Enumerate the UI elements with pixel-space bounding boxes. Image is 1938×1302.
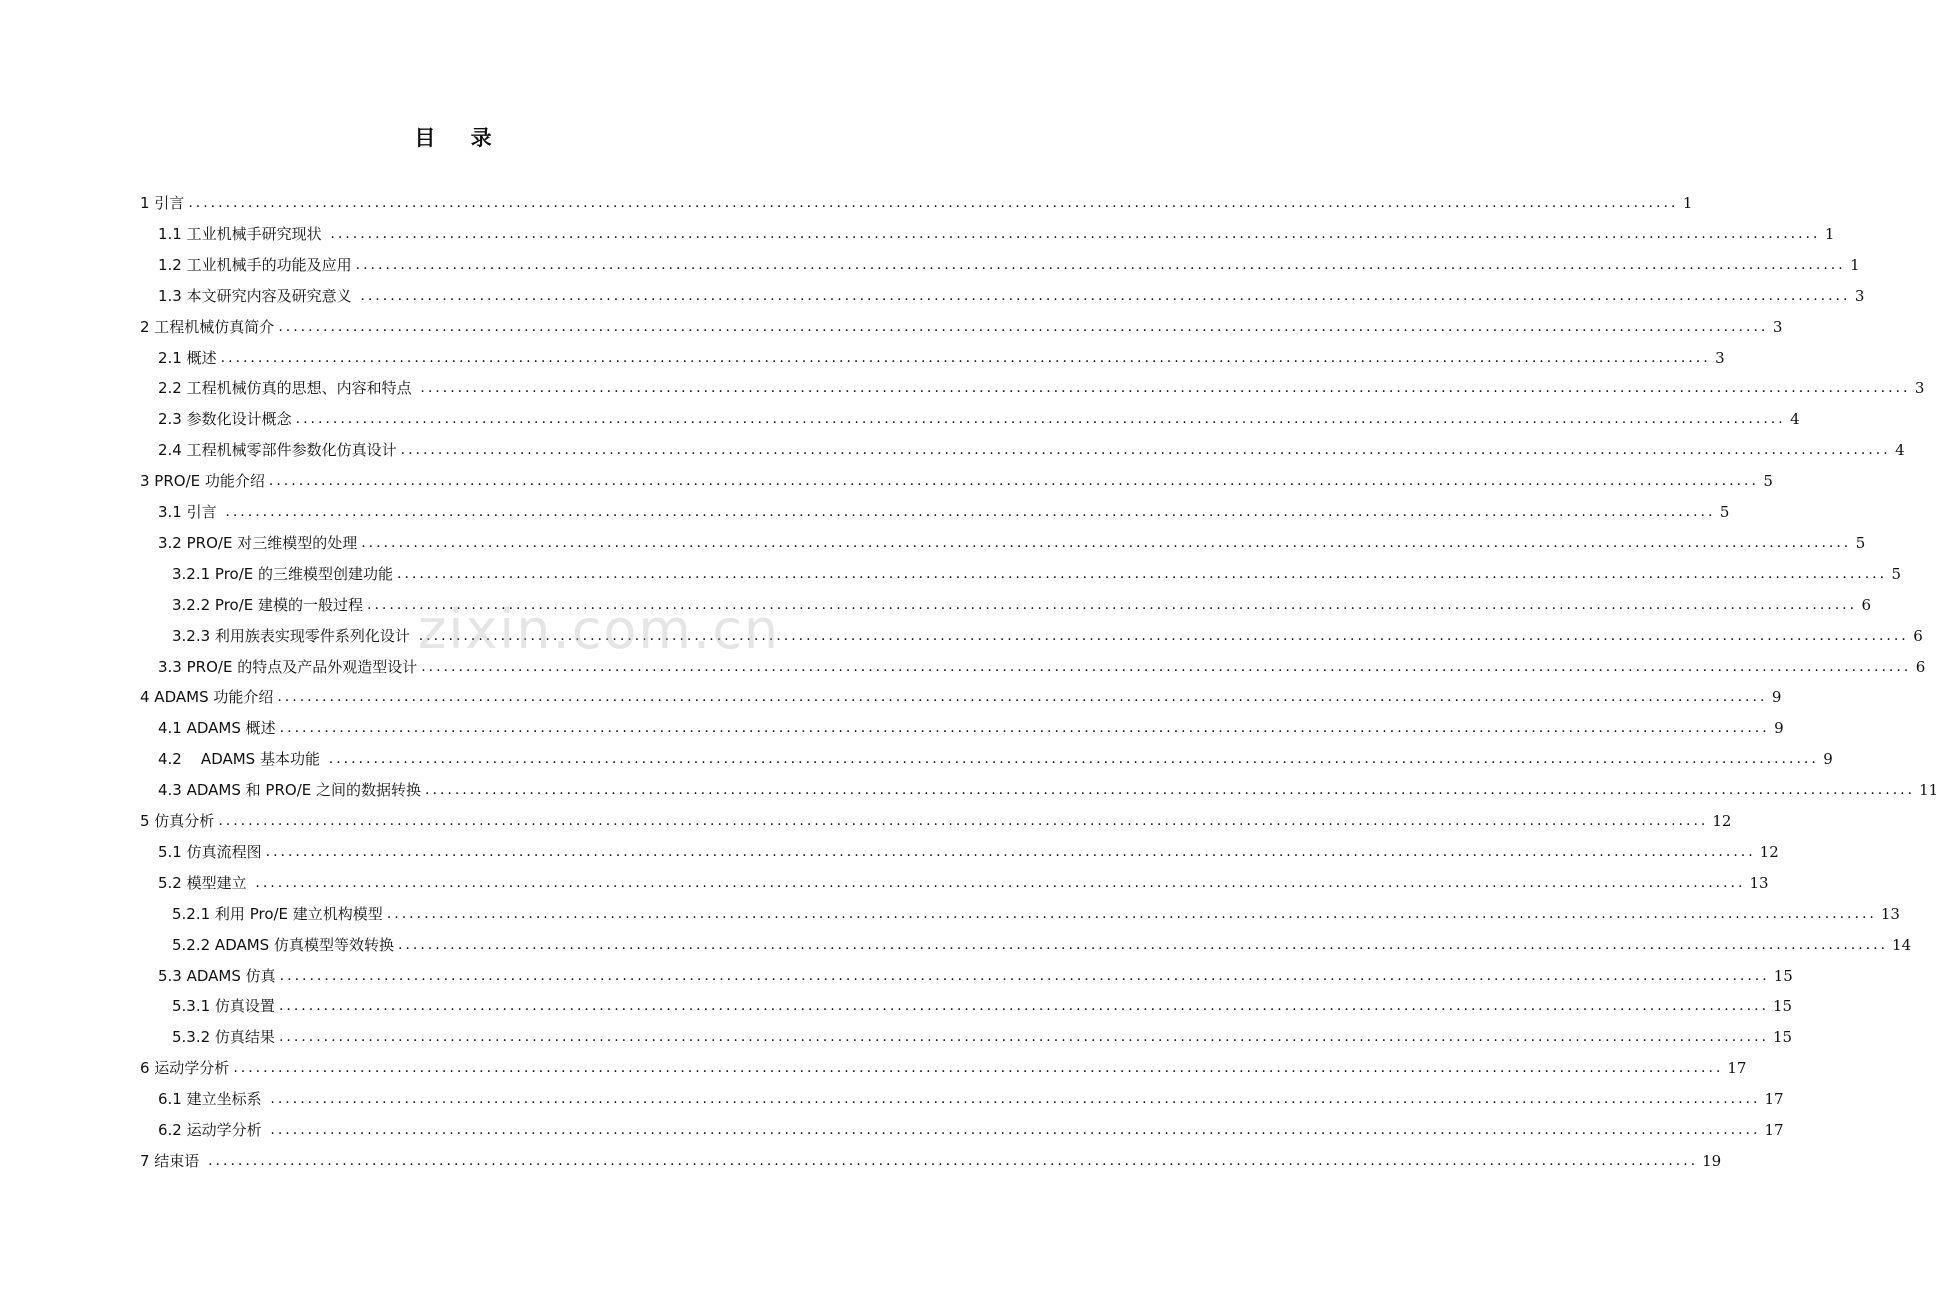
toc-dot-leader: ........................................................................................................................................................................................................ <box>421 658 1912 675</box>
toc-entry-page: 3 <box>1854 286 1865 305</box>
toc-entry-label: 5 仿真分析 <box>140 812 215 830</box>
toc-entry-label: 3.2.2 Pro/E 建模的一般过程 <box>172 595 364 614</box>
toc-dot-leader: ........................................................................................................................................................................................................ <box>270 1091 1761 1108</box>
toc-dot-leader: ........................................................................................................................................................................................................ <box>279 967 1770 984</box>
toc-entry-page: 4 <box>1790 410 1800 429</box>
toc-dot-leader: ........................................................................................................................................................................................................ <box>188 195 1679 211</box>
toc-dot-leader: ........................................................................................................................................................................................................ <box>278 1029 1769 1046</box>
toc-entry-label: 5.3.1 仿真设置 <box>172 997 275 1016</box>
toc-entry[interactable] <box>172 991 1793 1021</box>
toc-entry[interactable] <box>158 404 1800 434</box>
toc-dot-leader: ........................................................................................................................................................................................................ <box>279 720 1770 737</box>
toc-entry-label: 4.2 ADAMS 基本功能 <box>158 750 325 769</box>
toc-entry[interactable] <box>158 497 1730 527</box>
toc-entry[interactable] <box>158 652 1926 682</box>
toc-entry-page: 5 <box>1763 472 1773 491</box>
toc-entry-page: 15 <box>1772 997 1793 1016</box>
toc-entry[interactable] <box>158 744 1833 774</box>
toc-entry[interactable] <box>140 466 1773 496</box>
toc-entry-label: 6 运动学分析 <box>140 1059 230 1078</box>
toc-dot-leader: ........................................................................................................................................................................................................ <box>420 380 1911 397</box>
toc-entry-page: 12 <box>1759 842 1779 861</box>
toc-dot-leader: ........................................................................................................................................................................................................ <box>400 442 1891 459</box>
toc-entry-label: 3 PRO/E 功能介绍 <box>140 472 265 491</box>
toc-entry-page: 5 <box>1855 533 1866 552</box>
toc-entry-label: 4.3 ADAMS 和 PRO/E 之间的数据转换 <box>158 781 422 800</box>
toc-entry[interactable] <box>158 435 1905 465</box>
toc-entry[interactable] <box>158 775 1938 805</box>
toc-entry-label: 2 工程机械仿真简介 <box>140 317 275 336</box>
toc-entry[interactable] <box>172 1022 1793 1052</box>
toc-dot-leader: ........................................................................................................................................................................................................ <box>270 1122 1761 1138</box>
toc-entry-page: 4 <box>1895 441 1905 460</box>
toc-entry[interactable] <box>158 1084 1784 1114</box>
toc-entry-label: 5.3.2 仿真结果 <box>172 1028 275 1047</box>
toc-entry[interactable] <box>172 590 1872 620</box>
toc-entry-page: 1 <box>1824 224 1835 243</box>
toc-dot-leader: ........................................................................................................................................................................................................ <box>208 1152 1699 1169</box>
toc-dot-leader: ........................................................................................................................................................................................................ <box>225 504 1716 520</box>
toc-entry-page: 14 <box>1892 935 1912 954</box>
toc-entry[interactable] <box>158 868 1769 898</box>
toc-entry-page: 9 <box>1823 750 1833 769</box>
toc-entry-page: 6 <box>1915 657 1926 676</box>
toc-entry[interactable] <box>158 1115 1784 1145</box>
toc-entry[interactable] <box>158 528 1866 558</box>
toc-entry-label: 7 结束语 <box>140 1151 205 1170</box>
toc-dot-leader: ........................................................................................................................................................................................................ <box>367 596 1858 613</box>
toc-entry-page: 13 <box>1880 904 1900 923</box>
toc-entry-label: 3.2 PRO/E 对三维模型的处理 <box>158 533 358 552</box>
watermark: zixin.com.cn <box>418 598 781 661</box>
toc-entry-label: 4 ADAMS 功能介绍 <box>140 688 274 707</box>
toc-entry[interactable] <box>140 1146 1722 1176</box>
toc-entry-page: 15 <box>1773 966 1793 985</box>
toc-entry-label: 2.2 工程机械仿真的思想、内容和特点 <box>158 379 417 398</box>
toc-entry-page: 6 <box>1913 626 1923 645</box>
toc-entry-label: 1 引言 <box>140 194 185 212</box>
toc-entry[interactable] <box>140 188 1693 218</box>
toc-entry-page: 3 <box>1772 317 1783 336</box>
toc-entry[interactable] <box>158 343 1725 373</box>
toc-dot-leader: ........................................................................................................................................................................................................ <box>425 782 1916 799</box>
toc-entry[interactable] <box>158 837 1779 867</box>
toc-dot-leader: ........................................................................................................................................................................................................ <box>278 318 1769 335</box>
toc-dot-leader: ........................................................................................................................................................................................................ <box>397 565 1888 582</box>
toc-dot-leader: ........................................................................................................................................................................................................ <box>397 936 1889 953</box>
toc-entry-label: 5.2.1 利用 Pro/E 建立机构模型 <box>172 904 383 923</box>
toc-entry-page: 11 <box>1919 781 1938 800</box>
toc-dot-leader: ........................................................................................................................................................................................................ <box>355 256 1846 273</box>
toc-entry[interactable] <box>158 373 1925 403</box>
toc-entry-label: 5.2.2 ADAMS 仿真模型等效转换 <box>172 935 394 954</box>
toc-entry-label: 5.1 仿真流程图 <box>158 842 262 861</box>
toc-dot-leader: ........................................................................................................................................................................................................ <box>265 843 1756 860</box>
toc-entry-label: 6.2 运动学分析 <box>158 1121 267 1139</box>
toc-entry[interactable] <box>140 312 1783 342</box>
toc-entry-page: 5 <box>1891 564 1902 583</box>
toc-dot-leader: ........................................................................................................................................................................................................ <box>360 287 1851 304</box>
toc-entry-page: 6 <box>1861 595 1872 614</box>
toc-dot-leader: ........................................................................................................................................................................................................ <box>418 627 1909 644</box>
toc-dot-leader: ........................................................................................................................................................................................................ <box>277 689 1768 706</box>
toc-entry[interactable] <box>158 713 1784 743</box>
toc-entry-page: 3 <box>1914 379 1925 398</box>
toc-dot-leader: ........................................................................................................................................................................................................ <box>233 1060 1724 1077</box>
toc-entry-label: 3.1 引言 <box>158 503 222 521</box>
toc-entry[interactable] <box>158 961 1793 991</box>
toc-entry-page: 12 <box>1712 812 1732 830</box>
toc-entry[interactable] <box>172 621 1923 651</box>
toc-entry-label: 3.2.3 利用族表实现零件系列化设计 <box>172 626 415 645</box>
toc-entry-label: 2.4 工程机械零部件参数化仿真设计 <box>158 441 397 460</box>
toc-entry-page: 13 <box>1749 873 1769 892</box>
toc-entry-page: 1 <box>1682 194 1693 212</box>
toc-entry-page: 1 <box>1850 255 1860 274</box>
toc-dot-leader: ........................................................................................................................................................................................................ <box>218 813 1709 829</box>
toc-dot-leader: ........................................................................................................................................................................................................ <box>386 905 1877 922</box>
toc-entry-label: 4.1 ADAMS 概述 <box>158 719 276 738</box>
toc-entry[interactable] <box>172 899 1900 929</box>
toc-entry-page: 19 <box>1702 1151 1722 1170</box>
toc-dot-leader: ........................................................................................................................................................................................................ <box>255 874 1746 891</box>
toc-entry-page: 15 <box>1772 1028 1793 1047</box>
toc-entry[interactable] <box>140 806 1732 836</box>
toc-entry-page: 17 <box>1727 1059 1747 1078</box>
toc-entry-page: 9 <box>1774 719 1784 738</box>
toc-entry-page: 5 <box>1719 503 1730 521</box>
toc-entry-page: 3 <box>1715 348 1725 367</box>
toc-entry[interactable] <box>140 682 1782 712</box>
toc-entry-label: 5.2 模型建立 <box>158 873 252 892</box>
toc-entry[interactable] <box>158 281 1865 311</box>
toc-entry-label: 1.3 本文研究内容及研究意义 <box>158 286 357 305</box>
toc-dot-leader: ........................................................................................................................................................................................................ <box>268 473 1759 490</box>
toc-entry-label: 2.1 概述 <box>158 348 217 367</box>
toc-dot-leader: ........................................................................................................................................................................................................ <box>330 225 1821 242</box>
toc-entry-label: 6.1 建立坐标系 <box>158 1090 267 1109</box>
toc-entry-label: 3.2.1 Pro/E 的三维模型创建功能 <box>172 564 394 583</box>
toc-entry-label: 1.1 工业机械手研究现状 <box>158 224 327 243</box>
toc-dot-leader: ........................................................................................................................................................................................................ <box>328 751 1819 768</box>
page-title: 目 录 <box>414 126 506 150</box>
toc-entry-label: 3.3 PRO/E 的特点及产品外观造型设计 <box>158 657 418 676</box>
toc-dot-leader: ........................................................................................................................................................................................................ <box>220 349 1711 366</box>
toc-entry[interactable] <box>158 219 1835 249</box>
toc-entry[interactable] <box>158 250 1860 280</box>
toc-entry-page: 17 <box>1764 1090 1784 1109</box>
toc-dot-leader: ........................................................................................................................................................................................................ <box>295 411 1786 428</box>
toc-entry[interactable] <box>172 930 1912 960</box>
toc-dot-leader: ........................................................................................................................................................................................................ <box>278 998 1769 1015</box>
toc-entry[interactable] <box>172 559 1902 589</box>
toc-entry-label: 2.3 参数化设计概念 <box>158 410 292 429</box>
toc-entry-label: 5.3 ADAMS 仿真 <box>158 966 276 985</box>
toc-entry[interactable] <box>140 1053 1747 1083</box>
toc-entry-page: 9 <box>1771 688 1782 707</box>
toc-entry-label: 1.2 工业机械手的功能及应用 <box>158 255 352 274</box>
toc-dot-leader: ........................................................................................................................................................................................................ <box>361 534 1852 551</box>
toc-entry-page: 17 <box>1764 1121 1784 1139</box>
